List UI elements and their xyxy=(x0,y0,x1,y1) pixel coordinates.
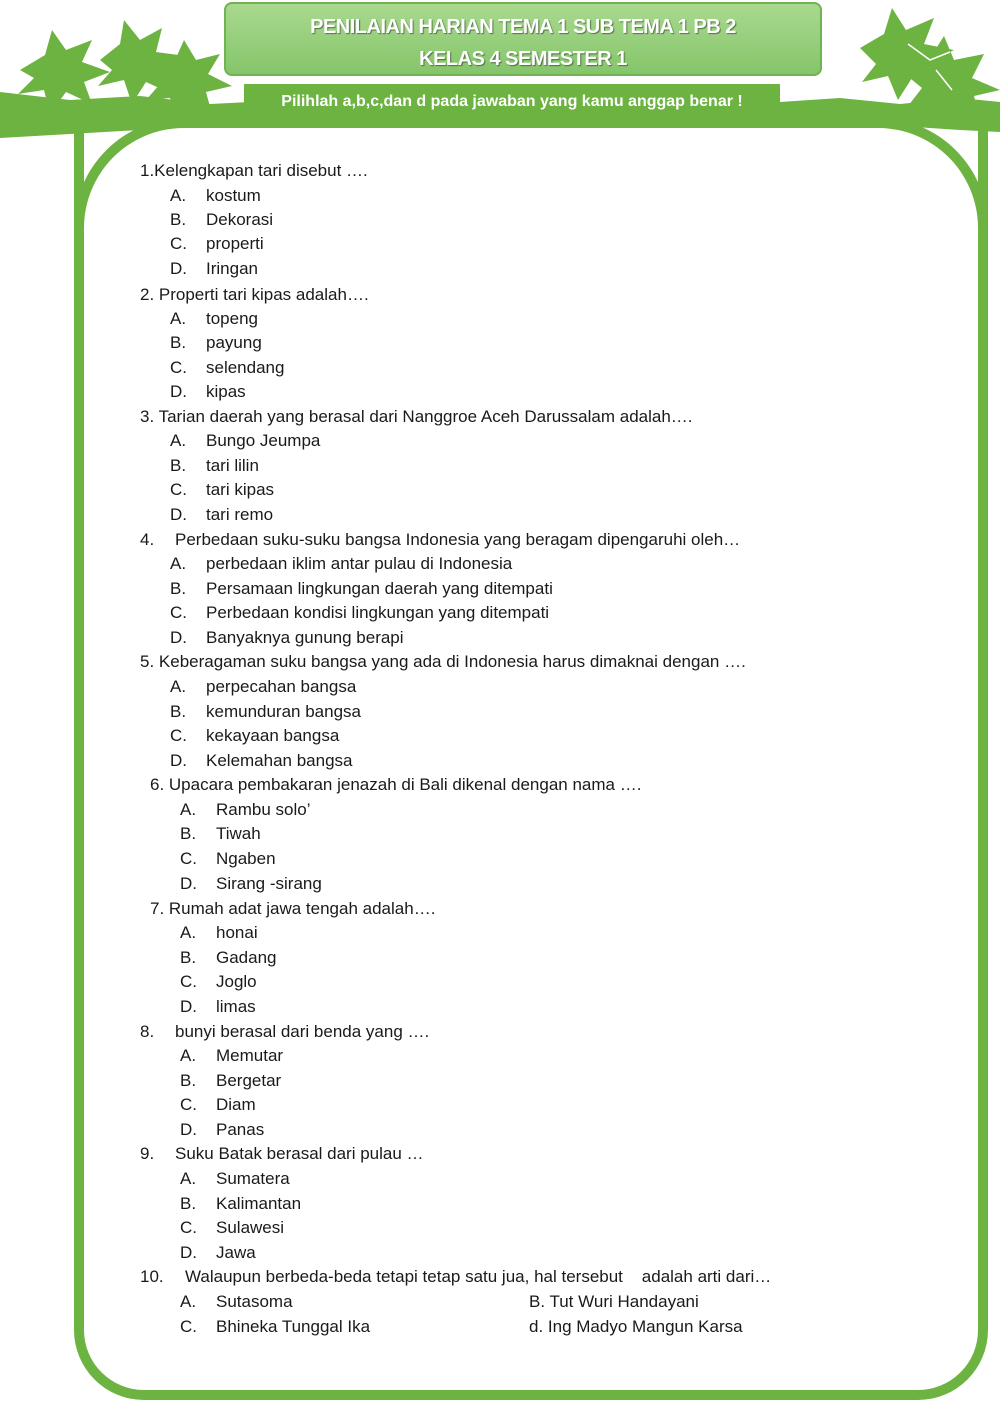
option-letter: B. xyxy=(170,210,187,229)
instruction-text: Pilihlah a,b,c,dan d pada jawaban yang kamu anggap benar ! xyxy=(281,93,743,110)
option-letter: A. xyxy=(170,554,187,573)
option-letter: A. xyxy=(180,1046,197,1065)
option-text: Memutar xyxy=(216,1046,284,1065)
option-letter: D. xyxy=(170,382,187,401)
option-text: Sulawesi xyxy=(216,1218,285,1237)
option-letter: D. xyxy=(180,1120,197,1139)
option-text: Tiwah xyxy=(216,824,261,843)
option-letter: D. xyxy=(180,1243,197,1262)
question-1: 1.Kelengkapan tari disebut …. xyxy=(140,161,368,180)
question-3: 3. Tarian daerah yang berasal dari Nanggroe Aceh Darussalam adalah…. xyxy=(140,407,693,426)
option-letter: B. xyxy=(170,702,187,721)
option-text: Diam xyxy=(216,1095,256,1114)
option-letter: C. xyxy=(180,1218,197,1237)
option-text: kemunduran bangsa xyxy=(206,702,362,721)
option-letter: D. xyxy=(170,751,187,770)
option-letter: C. xyxy=(180,849,197,868)
option-letter: A. xyxy=(170,309,187,328)
question-number: 8. xyxy=(140,1022,155,1041)
option-text: Ngaben xyxy=(216,849,276,868)
option-text: Dekorasi xyxy=(206,210,274,229)
option-letter: C. xyxy=(170,480,187,499)
option-text: Persamaan lingkungan daerah yang ditempati xyxy=(206,579,553,598)
option-letter: B. xyxy=(180,824,197,843)
option-text: Panas xyxy=(216,1120,265,1139)
option-letter: A. xyxy=(180,1292,197,1311)
option-text: kostum xyxy=(206,186,261,205)
option-letter: A. xyxy=(180,923,197,942)
option-text: Kalimantan xyxy=(216,1194,302,1213)
option-text: Sumatera xyxy=(216,1169,290,1188)
question-8: bunyi berasal dari benda yang …. xyxy=(175,1022,430,1041)
option-letter: D. xyxy=(170,628,187,647)
title-line-1: PENILAIAN HARIAN TEMA 1 SUB TEMA 1 PB 2 xyxy=(310,16,736,38)
option-text: tari kipas xyxy=(206,480,275,499)
option-letter: C. xyxy=(170,726,187,745)
question-10: Walaupun berbeda-beda tetapi tetap satu jua, hal tersebut adalah arti dari… xyxy=(185,1267,772,1286)
option-letter: A. xyxy=(170,677,187,696)
option-text: honai xyxy=(216,923,258,942)
question-9: Suku Batak berasal dari pulau … xyxy=(175,1144,424,1163)
option-letter: C. xyxy=(180,972,197,991)
option-letter: A. xyxy=(170,186,187,205)
option-letter: B. xyxy=(180,1071,197,1090)
option-text: topeng xyxy=(206,309,258,328)
option-text: Bergetar xyxy=(216,1071,282,1090)
option-text: selendang xyxy=(206,358,285,377)
option-letter: B. xyxy=(180,1194,197,1213)
option-text: B. Tut Wuri Handayani xyxy=(529,1292,699,1311)
option-text: Perbedaan kondisi lingkungan yang ditempati xyxy=(206,603,550,622)
option-text: Sirang -sirang xyxy=(216,874,322,893)
option-text: kipas xyxy=(206,382,246,401)
option-text: Jawa xyxy=(216,1243,256,1262)
question-6: 6. Upacara pembakaran jenazah di Bali dikenal dengan nama …. xyxy=(150,775,642,794)
option-letter: C. xyxy=(170,358,187,377)
option-letter: A. xyxy=(170,431,187,450)
option-text: Kelemahan bangsa xyxy=(206,751,353,770)
option-text: limas xyxy=(216,997,256,1016)
option-text: tari lilin xyxy=(206,456,259,475)
option-letter: C. xyxy=(170,234,187,253)
option-text: Gadang xyxy=(216,948,277,967)
option-letter: A. xyxy=(180,800,197,819)
option-text: Joglo xyxy=(216,972,257,991)
option-letter: D. xyxy=(170,505,187,524)
option-text: d. Ing Madyo Mangun Karsa xyxy=(529,1317,743,1336)
option-text: Iringan xyxy=(206,259,258,278)
option-text: Bhineka Tunggal Ika xyxy=(216,1317,371,1336)
question-4: Perbedaan suku-suku bangsa Indonesia yang beragam dipengaruhi oleh… xyxy=(175,530,741,549)
question-2: 2. Properti tari kipas adalah…. xyxy=(140,285,369,304)
option-text: payung xyxy=(206,333,262,352)
title-line-2: KELAS 4 SEMESTER 1 xyxy=(419,48,627,70)
option-letter: B. xyxy=(170,333,187,352)
option-letter: D. xyxy=(180,874,197,893)
option-text: tari remo xyxy=(206,505,274,524)
option-letter: C. xyxy=(170,603,187,622)
option-text: perpecahan bangsa xyxy=(206,677,357,696)
option-letter: D. xyxy=(170,259,187,278)
option-letter: C. xyxy=(180,1317,197,1336)
option-letter: B. xyxy=(170,456,187,475)
option-letter: D. xyxy=(180,997,197,1016)
option-text: Sutasoma xyxy=(216,1292,293,1311)
question-number: 4. xyxy=(140,530,155,549)
option-text: properti xyxy=(206,234,264,253)
question-number: 9. xyxy=(140,1144,155,1163)
instruction-banner xyxy=(244,84,780,120)
question-7: 7. Rumah adat jawa tengah adalah…. xyxy=(150,899,436,918)
option-text: Rambu solo’ xyxy=(216,800,311,819)
option-letter: B. xyxy=(170,579,187,598)
question-5: 5. Keberagaman suku bangsa yang ada di Indonesia harus dimaknai dengan …. xyxy=(140,652,746,671)
option-text: Banyaknya gunung berapi xyxy=(206,628,404,647)
option-text: perbedaan iklim antar pulau di Indonesia xyxy=(206,554,513,573)
option-text: kekayaan bangsa xyxy=(206,726,340,745)
option-text: Bungo Jeumpa xyxy=(206,431,321,450)
option-letter: B. xyxy=(180,948,197,967)
option-letter: C. xyxy=(180,1095,197,1114)
question-number: 10. xyxy=(140,1267,164,1286)
option-letter: A. xyxy=(180,1169,197,1188)
title-box xyxy=(224,2,822,76)
